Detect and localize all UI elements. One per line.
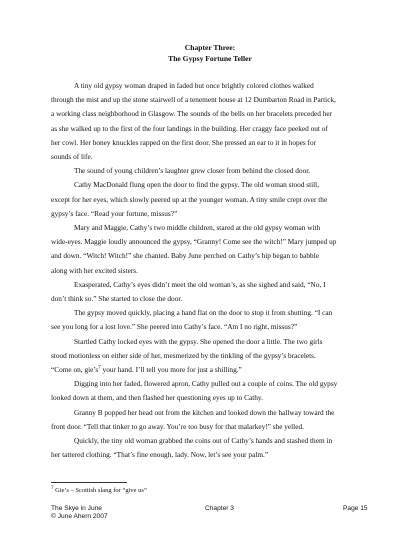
footer-copyright: © June Ahern 2007 xyxy=(51,513,108,520)
text-span: a working class neighborhood in Glasgow. The sounds of the bells on her bracelets preceded her xyxy=(51,109,333,119)
text-line xyxy=(51,434,377,448)
text-span: except for her eyes, which slowly peered up at the younger woman. A tiny smile crept over the xyxy=(51,194,328,204)
text-line xyxy=(51,207,377,221)
text-line xyxy=(51,150,377,164)
footnote-text: Gie’s – Scottish slang for “give us” xyxy=(53,487,147,494)
text-span: as she walked up to the first of the four landings in the building. Her craggy face peeked out of xyxy=(51,123,328,133)
text-line xyxy=(51,107,377,121)
footer-page-number: Page 15 xyxy=(343,505,368,512)
text-line xyxy=(51,136,377,150)
text-span: Cathy MacDonald flung open the door to find the gypsy. The old woman stood still, xyxy=(74,180,320,190)
footer-book-title: The Skye in June xyxy=(51,505,102,512)
text-span: Mary and Maggie, Cathy’s two middle children, stared at the old gypsy woman with xyxy=(74,223,321,233)
text-line xyxy=(51,377,377,391)
text-span: see you long for a lost love.” She peered into Cathy’s face. “Am I no right, missus?” xyxy=(51,322,298,332)
chapter-number-heading: Chapter Three: xyxy=(184,43,236,52)
text-line xyxy=(51,249,377,263)
text-span: Granny B popped her head out from the kitchen and looked down the hallway toward the xyxy=(74,407,335,417)
text-span: through the mist and up the stone stairwell of a tenement house at 12 Dumbarton Road in Partick, xyxy=(51,95,336,105)
text-line xyxy=(51,122,377,136)
footnote-marker: 7 xyxy=(51,485,54,491)
text-line xyxy=(51,363,377,377)
footer-chapter: Chapter 3 xyxy=(205,505,234,512)
text-span: A tiny old gypsy woman draped in faded but once brightly colored clothes walked xyxy=(74,81,314,90)
text-line xyxy=(51,391,377,405)
text-span: don’t think so.” She started to close the door. xyxy=(51,294,183,304)
text-line xyxy=(51,349,377,363)
body-text xyxy=(51,79,377,462)
text-span: along with her excited sisters. xyxy=(51,265,138,275)
footnote xyxy=(51,486,147,495)
text-span: and down. “Witch! Witch!” she chanted. Baby June perched on Cathy’s hip began to babble xyxy=(51,251,319,261)
text-span: sounds of life. xyxy=(51,152,93,162)
text-span: “Come on, gie’s xyxy=(51,365,99,375)
text-line xyxy=(51,178,377,192)
text-line xyxy=(51,292,377,306)
text-span: her cowl. Her boney knuckles rapped on the first door. She pressed an ear to it in hopes for xyxy=(51,137,317,147)
text-span: stood motionless on either side of her, mesmerized by the tinkling of the gypsy’s bracelets. xyxy=(51,350,316,360)
text-span: your hand. I’ll tell you more for just a shilling.” xyxy=(100,365,242,375)
text-span: front door. “Tell that tinker to go away. You’re too busy for that malarkey!” she yelled. xyxy=(51,421,304,431)
text-line xyxy=(51,221,377,235)
text-line xyxy=(51,406,377,420)
text-line xyxy=(51,320,377,334)
text-span: Quickly, the tiny old woman grabbed the coins out of Cathy’s hands and stashed them in xyxy=(74,436,333,446)
text-line xyxy=(51,93,377,107)
text-span: Startled Cathy locked eyes with the gypsy. She opened the door a little. The two girls xyxy=(74,336,323,346)
text-span: looked down at them, and then flashed her questioning eyes up to Cathy. xyxy=(51,393,263,403)
text-line xyxy=(51,193,377,207)
text-line xyxy=(51,448,377,462)
chapter-title-heading: The Gypsy Fortune Teller xyxy=(168,54,252,63)
text-span: The sound of young children’s laughter grew closer from behind the closed door. xyxy=(74,166,311,176)
text-line xyxy=(51,420,377,434)
text-line xyxy=(51,79,377,93)
text-line xyxy=(51,278,377,292)
footnote-reference: 7 xyxy=(98,365,101,371)
text-line xyxy=(51,235,377,249)
text-line xyxy=(51,335,377,349)
text-line xyxy=(51,164,377,178)
text-span: her tattered clothing. “That’s fine enough, lady. Now, let’s see your palm.” xyxy=(51,450,269,460)
text-span: The gypsy moved quickly, placing a hand flat on the door to stop it from shutting. “I can xyxy=(74,308,333,318)
footnote-separator xyxy=(51,482,127,483)
text-span: wide-eyes. Maggie loudly announced the gypsy, “Granny! Come see the witch!” Mary jumped up xyxy=(51,237,337,247)
text-span: Exasperated, Cathy’s eyes didn’t meet the old woman’s, as she sighed and said, “No, I xyxy=(74,279,326,289)
text-line xyxy=(51,306,377,320)
text-line xyxy=(51,264,377,278)
text-span: Digging into her faded, flowered apron, Cathy pulled out a couple of coins. The old gypsy xyxy=(74,379,338,389)
text-span: gypsy’s face. “Read your fortune, missus?” xyxy=(51,208,178,218)
